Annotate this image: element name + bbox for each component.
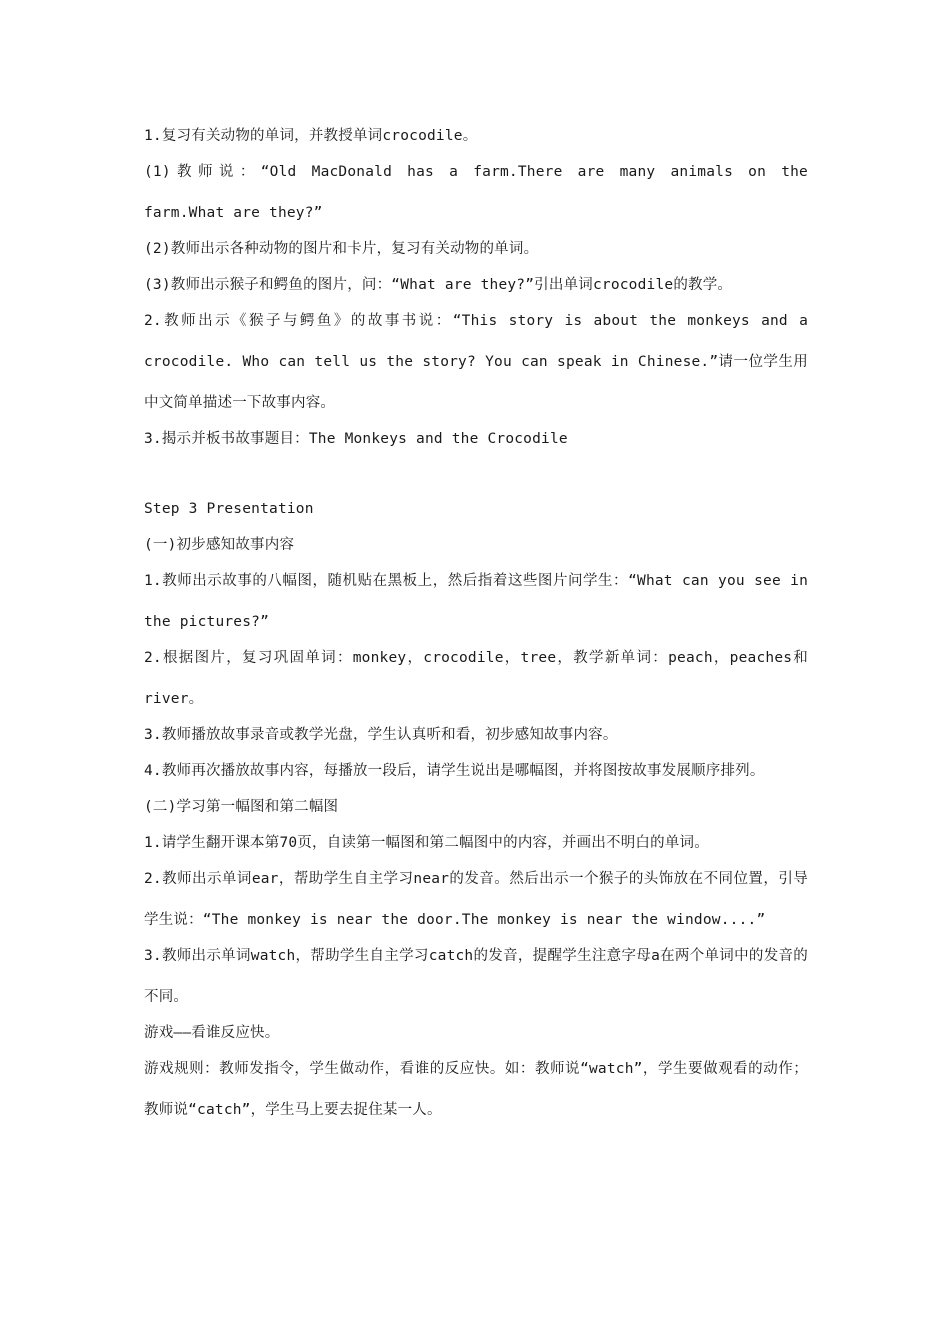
paragraph-review-words: 2.根据图片，复习巩固单词：monkey，crocodile，tree，教学新单词：peach，peaches和river。 [144,650,808,707]
paragraph-teacher-says-farm: (1)教师说：“Old MacDonald has a farm.There are many animals on the farm.What are they?” [144,164,808,221]
document-body [144,124,808,1134]
paragraph-open-textbook: 1.请学生翻开课本第70页，自读第一幅图和第二幅图中的内容，并画出不明白的单词。 [144,835,709,851]
subheading-perceive-story: (一)初步感知故事内容 [144,537,295,553]
paragraph-eight-pictures: 1.教师出示故事的八幅图，随机贴在黑板上，然后指着这些图片问学生：“What can you see in the pictures?” [144,573,808,630]
paragraph-word-watch-catch: 3.教师出示单词watch，帮助学生自主学习catch的发音，提醒学生注意字母a在两个单词中的发音的不同。 [144,948,808,1005]
section-heading-presentation: Step 3 Presentation [144,501,314,517]
paragraph-game-rules: 游戏规则：教师发指令，学生做动作，看谁的反应快。如：教师说“watch”，学生要做观看的动作；教师说“catch”，学生马上要去捉住某一人。 [144,1061,808,1118]
subheading-pictures-one-two: (二)学习第一幅图和第二幅图 [144,799,339,815]
paragraph-show-animal-cards: (2)教师出示各种动物的图片和卡片，复习有关动物的单词。 [144,241,539,257]
paragraph-replay-story: 4.教师再次播放故事内容，每播放一段后，请学生说出是哪幅图，并将图按故事发展顺序排列。 [144,763,765,779]
paragraph-game-title: 游戏——看谁反应快。 [144,1025,280,1041]
section-spacer [144,463,808,497]
paragraph-review-animals: 1.复习有关动物的单词，并教授单词crocodile。 [144,128,478,144]
paragraph-storybook: 2.教师出示《猴子与鳄鱼》的故事书说：“This story is about the monkeys and a crocodile. Who can tell us the story? You can speak in Chinese.”请一位学生用中文简单描述一下故事内容。 [144,313,808,411]
paragraph-play-recording: 3.教师播放故事录音或教学光盘，学生认真听和看，初步感知故事内容。 [144,727,618,743]
paragraph-show-monkey-crocodile: (3)教师出示猴子和鳄鱼的图片，问：“What are they?”引出单词crocodile的教学。 [144,277,733,293]
paragraph-story-title: 3.揭示并板书故事题目：The Monkeys and the Crocodile [144,431,568,447]
paragraph-word-ear-near: 2.教师出示单词ear，帮助学生自主学习near的发音。然后出示一个猴子的头饰放在不同位置，引导学生说：“The monkey is near the door.The monkey is near the window....” [144,871,808,928]
